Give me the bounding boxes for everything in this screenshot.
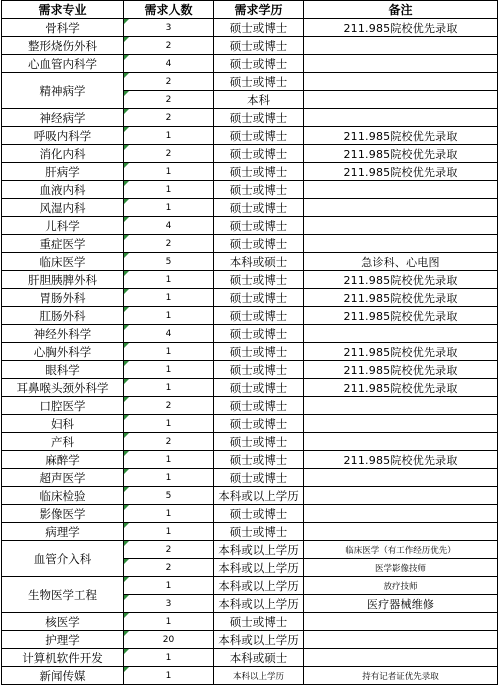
table-row [2,397,498,415]
note-cell [304,631,498,649]
note-cell [304,397,498,415]
education-cell: 硕士或博士 [214,379,304,397]
note-cell [304,91,498,109]
education-cell: 硕士或博士 [214,37,304,55]
recruitment-table-sheet [1,0,499,689]
specialty-cell: 胃肠外科 [2,289,124,307]
count-cell: 1 [124,163,214,181]
specialty-cell: 口腔医学 [2,397,124,415]
education-cell: 硕士或博士 [214,289,304,307]
education-cell: 硕士或博士 [214,163,304,181]
specialty-cell: 麻醉学 [2,451,124,469]
table-row [2,37,498,55]
education-cell: 硕士或博士 [214,397,304,415]
table-row [2,667,498,685]
education-cell: 硕士或博士 [214,523,304,541]
specialty-cell: 神经病学 [2,109,124,127]
count-cell: 4 [124,217,214,235]
education-cell: 硕士或博士 [214,73,304,91]
note-cell [304,109,498,127]
note-cell: 211.985院校优先录取 [304,307,498,325]
specialty-cell: 生物医学工程 [2,577,124,613]
note-cell: 211.985院校优先录取 [304,163,498,181]
note-cell [304,37,498,55]
header-education: 需求学历 [214,1,304,19]
note-cell [304,235,498,253]
education-cell: 硕士或博士 [214,361,304,379]
education-cell: 硕士或博士 [214,109,304,127]
education-cell: 本科或硕士 [214,649,304,667]
table-row [2,73,498,91]
specialty-cell: 儿科学 [2,217,124,235]
specialty-cell: 风湿内科 [2,199,124,217]
specialty-cell: 心胸外科学 [2,343,124,361]
note-cell [304,433,498,451]
table-row [2,649,498,667]
table-row [2,361,498,379]
specialty-cell: 肝胆胰脾外科 [2,271,124,289]
education-cell: 硕士或博士 [214,217,304,235]
note-cell: 放疗技师 [304,577,498,595]
specialty-cell: 血管介入科 [2,541,124,577]
specialty-cell: 超声医学 [2,469,124,487]
education-cell: 本科或硕士 [214,253,304,271]
specialty-cell: 新闻传媒 [2,667,124,685]
specialty-cell: 肝病学 [2,163,124,181]
count-cell: 5 [124,253,214,271]
table-row [2,145,498,163]
note-cell [304,199,498,217]
specialty-cell: 整形烧伤外科 [2,37,124,55]
header-note: 备注 [304,1,498,19]
note-cell [304,55,498,73]
specialty-cell: 核医学 [2,613,124,631]
note-cell [304,73,498,91]
header-count: 需求人数 [124,1,214,19]
count-cell: 1 [124,469,214,487]
count-cell: 1 [124,271,214,289]
education-cell: 硕士或博士 [214,19,304,37]
note-cell: 急诊科、心电图 [304,253,498,271]
specialty-cell: 影像医学 [2,505,124,523]
table-row [2,235,498,253]
education-cell: 硕士或博士 [214,613,304,631]
specialty-cell: 临床医学 [2,253,124,271]
count-cell: 1 [124,379,214,397]
note-cell [304,181,498,199]
specialty-cell: 妇科 [2,415,124,433]
count-cell: 2 [124,235,214,253]
education-cell: 硕士或博士 [214,415,304,433]
count-cell: 2 [124,397,214,415]
count-cell: 1 [124,181,214,199]
table-row [2,325,498,343]
education-cell: 本科 [214,91,304,109]
education-cell: 本科以上学历 [214,667,304,685]
table-row [2,181,498,199]
table-row [2,127,498,145]
specialty-cell: 产科 [2,433,124,451]
education-cell: 硕士或博士 [214,55,304,73]
count-cell: 1 [124,577,214,595]
note-cell: 211.985院校优先录取 [304,451,498,469]
education-cell: 硕士或博士 [214,271,304,289]
specialty-cell: 骨科学 [2,19,124,37]
table-row [2,631,498,649]
education-cell: 本科或以上学历 [214,577,304,595]
note-cell: 211.985院校优先录取 [304,289,498,307]
count-cell: 1 [124,451,214,469]
specialty-cell: 消化内科 [2,145,124,163]
note-cell: 211.985院校优先录取 [304,19,498,37]
education-cell: 硕士或博士 [214,199,304,217]
table-row [2,163,498,181]
education-cell: 本科或以上学历 [214,541,304,559]
count-cell: 1 [124,289,214,307]
education-cell: 本科或以上学历 [214,595,304,613]
specialty-cell: 呼吸内科学 [2,127,124,145]
count-cell: 5 [124,487,214,505]
count-cell: 20 [124,631,214,649]
table-row [2,343,498,361]
count-cell: 1 [124,613,214,631]
table-row [2,451,498,469]
specialty-cell: 精神病学 [2,73,124,109]
specialty-cell: 护理学 [2,631,124,649]
education-cell: 硕士或博士 [214,343,304,361]
education-cell: 硕士或博士 [214,181,304,199]
specialty-cell: 心血管内科学 [2,55,124,73]
education-cell: 硕士或博士 [214,469,304,487]
table-row [2,379,498,397]
specialty-cell: 肛肠外科 [2,307,124,325]
note-cell [304,505,498,523]
specialty-cell: 临床检验 [2,487,124,505]
table-row [2,505,498,523]
note-cell: 临床医学（有工作经历优先） [304,541,498,559]
count-cell: 2 [124,73,214,91]
count-cell: 1 [124,505,214,523]
table-row [2,433,498,451]
count-cell: 1 [124,199,214,217]
table-row [2,577,498,595]
count-cell: 1 [124,343,214,361]
education-cell: 硕士或博士 [214,235,304,253]
table-row [2,253,498,271]
count-cell: 4 [124,325,214,343]
count-cell: 1 [124,361,214,379]
education-cell: 硕士或博士 [214,127,304,145]
count-cell: 2 [124,559,214,577]
count-cell: 1 [124,415,214,433]
table-row [2,415,498,433]
table-row [2,55,498,73]
education-cell: 硕士或博士 [214,433,304,451]
recruitment-table [1,0,498,685]
count-cell: 3 [124,595,214,613]
note-cell [304,469,498,487]
count-cell: 1 [124,649,214,667]
table-row [2,199,498,217]
table-row [2,469,498,487]
specialty-cell: 血液内科 [2,181,124,199]
specialty-cell: 病理学 [2,523,124,541]
note-cell: 211.985院校优先录取 [304,127,498,145]
note-cell [304,649,498,667]
header-specialty: 需求专业 [2,1,124,19]
note-cell [304,487,498,505]
table-row [2,307,498,325]
education-cell: 本科或以上学历 [214,631,304,649]
count-cell: 2 [124,145,214,163]
table-row [2,487,498,505]
table-row [2,613,498,631]
table-row [2,541,498,559]
count-cell: 2 [124,109,214,127]
header-row [2,1,498,19]
note-cell: 持有记者证优先录取 [304,667,498,685]
table-row [2,19,498,37]
education-cell: 硕士或博士 [214,325,304,343]
count-cell: 3 [124,19,214,37]
specialty-cell: 眼科学 [2,361,124,379]
note-cell: 211.985院校优先录取 [304,379,498,397]
note-cell: 医学影像技师 [304,559,498,577]
count-cell: 2 [124,91,214,109]
note-cell [304,523,498,541]
note-cell: 211.985院校优先录取 [304,145,498,163]
education-cell: 硕士或博士 [214,145,304,163]
note-cell: 211.985院校优先录取 [304,271,498,289]
count-cell: 1 [124,523,214,541]
education-cell: 硕士或博士 [214,505,304,523]
note-cell [304,613,498,631]
specialty-cell: 重症医学 [2,235,124,253]
count-cell: 4 [124,55,214,73]
table-row [2,523,498,541]
count-cell: 2 [124,541,214,559]
education-cell: 硕士或博士 [214,307,304,325]
count-cell: 2 [124,37,214,55]
count-cell: 1 [124,307,214,325]
table-row [2,271,498,289]
note-cell [304,415,498,433]
specialty-cell: 耳鼻喉头颈外科学 [2,379,124,397]
note-cell [304,325,498,343]
count-cell: 2 [124,433,214,451]
education-cell: 本科或以上学历 [214,487,304,505]
note-cell [304,217,498,235]
count-cell: 1 [124,667,214,685]
table-row [2,217,498,235]
note-cell: 211.985院校优先录取 [304,361,498,379]
education-cell: 硕士或博士 [214,451,304,469]
specialty-cell: 计算机软件开发 [2,649,124,667]
table-row [2,289,498,307]
note-cell: 211.985院校优先录取 [304,343,498,361]
table-row [2,109,498,127]
specialty-cell: 神经外科学 [2,325,124,343]
count-cell: 1 [124,127,214,145]
note-cell: 医疗器械维修 [304,595,498,613]
education-cell: 本科或以上学历 [214,559,304,577]
